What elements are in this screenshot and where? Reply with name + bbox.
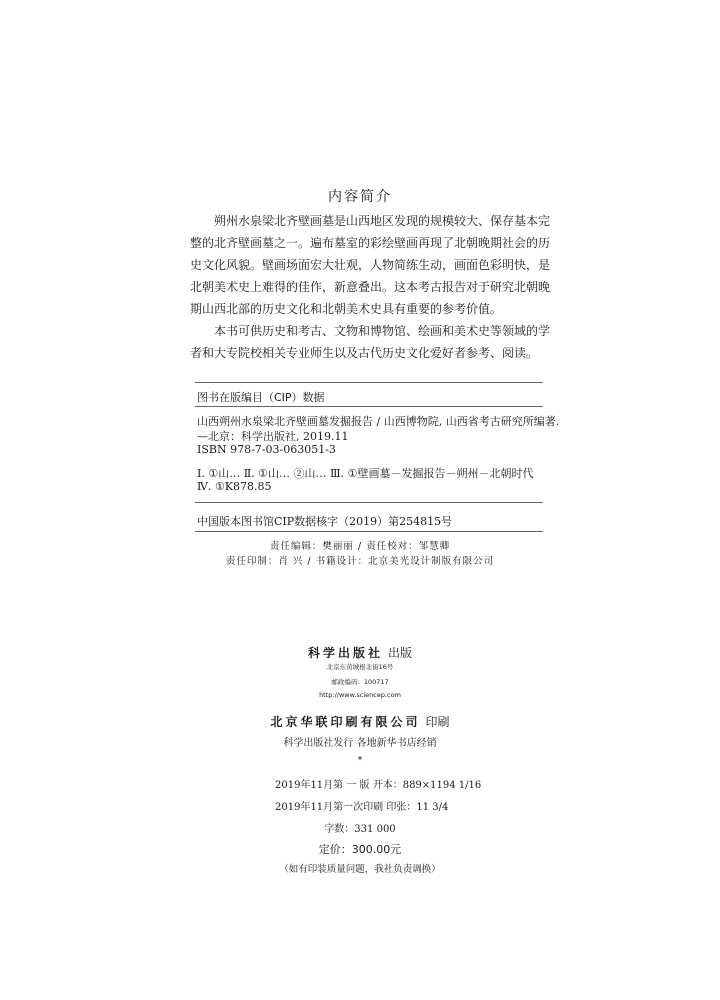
- printer-name: 北京华联印刷有限公司: [270, 715, 421, 729]
- distribution-line: 科学出版社发行 各地新华书店经销: [283, 738, 437, 749]
- separator-star: *: [357, 756, 363, 766]
- cip-isbn: ISBN 978-7-03-063051-3: [197, 443, 336, 456]
- cip-subject-line-2: Ⅳ. ①K878.85: [197, 480, 272, 493]
- cip-verify-number: 中国版本图书馆CIP数据核字（2019）第254815号: [197, 515, 453, 528]
- cip-middle-rule: [195, 502, 543, 503]
- intro-paragraph-2: 本书可供历史和考古、文物和博物馆、绘画和美术史等领域的学者和大专院校相关专业师生以及古代历史文化爱好者参考、阅读。: [190, 324, 551, 360]
- publisher-name: 科学出版社: [307, 646, 383, 660]
- printer-line: [0, 711, 720, 730]
- publisher-line: [0, 642, 720, 661]
- editor-credits: 责任编辑：樊丽丽 / 责任校对：邹慧卿: [269, 541, 451, 552]
- intro-body: [190, 210, 550, 364]
- publisher-address: 北京东黄城根北街16号: [326, 663, 394, 671]
- publisher-postcode: 邮政编码：100717: [331, 678, 389, 686]
- cip-heading-rule: [195, 406, 543, 407]
- cip-subject-line-1: Ⅰ. ①山… Ⅱ. ①山… ②山… Ⅲ. ①壁画墓－发掘报告－朔州－北朝时代: [197, 467, 534, 480]
- cip-heading: 图书在版编目（CIP）数据: [197, 391, 325, 404]
- publisher-url: http://www.sciencep.com: [319, 691, 401, 699]
- intro-title: 内容简介: [328, 189, 392, 205]
- production-credits: 责任印制：肖 兴 / 书籍设计：北京美光设计制版有限公司: [225, 556, 495, 567]
- quality-notice: （如有印装质量问题，我社负责调换）: [279, 864, 441, 875]
- cip-entry-line-2: —北京：科学出版社, 2019.11: [197, 430, 349, 443]
- intro-paragraph-1: 朔州水泉梁北齐壁画墓是山西地区发现的规模较大、保存基本完整的北齐壁画墓之一。遍布墓室的彩绘壁画再现了北朝晚期社会的历史文化风貌。壁画场面宏大壮观，人物简练生动，画面色彩明快，是北朝美术史上难得的佳作，新意叠出。这本考古报告对于研究北朝晚期山西北部的历史文化和北朝美术史具有重要的参考价值。: [190, 214, 551, 316]
- price: 定价：300.00元: [318, 843, 402, 856]
- printing-line: 2019年11月第一次印刷 印张：11 3/4: [275, 802, 449, 813]
- edition-line: 2019年11月第 一 版 开本：889×1194 1/16: [275, 780, 482, 791]
- cip-entry-line-1: 山西朔州水泉梁北齐壁画墓发掘报告 / 山西博物院, 山西省考古研究所编著.: [197, 415, 560, 428]
- word-count: 字数：331 000: [324, 824, 396, 835]
- cip-top-rule: [195, 382, 543, 383]
- publisher-suffix: 出版: [388, 646, 413, 660]
- cip-bottom-rule: [195, 531, 543, 532]
- printer-suffix: 印刷: [425, 715, 450, 729]
